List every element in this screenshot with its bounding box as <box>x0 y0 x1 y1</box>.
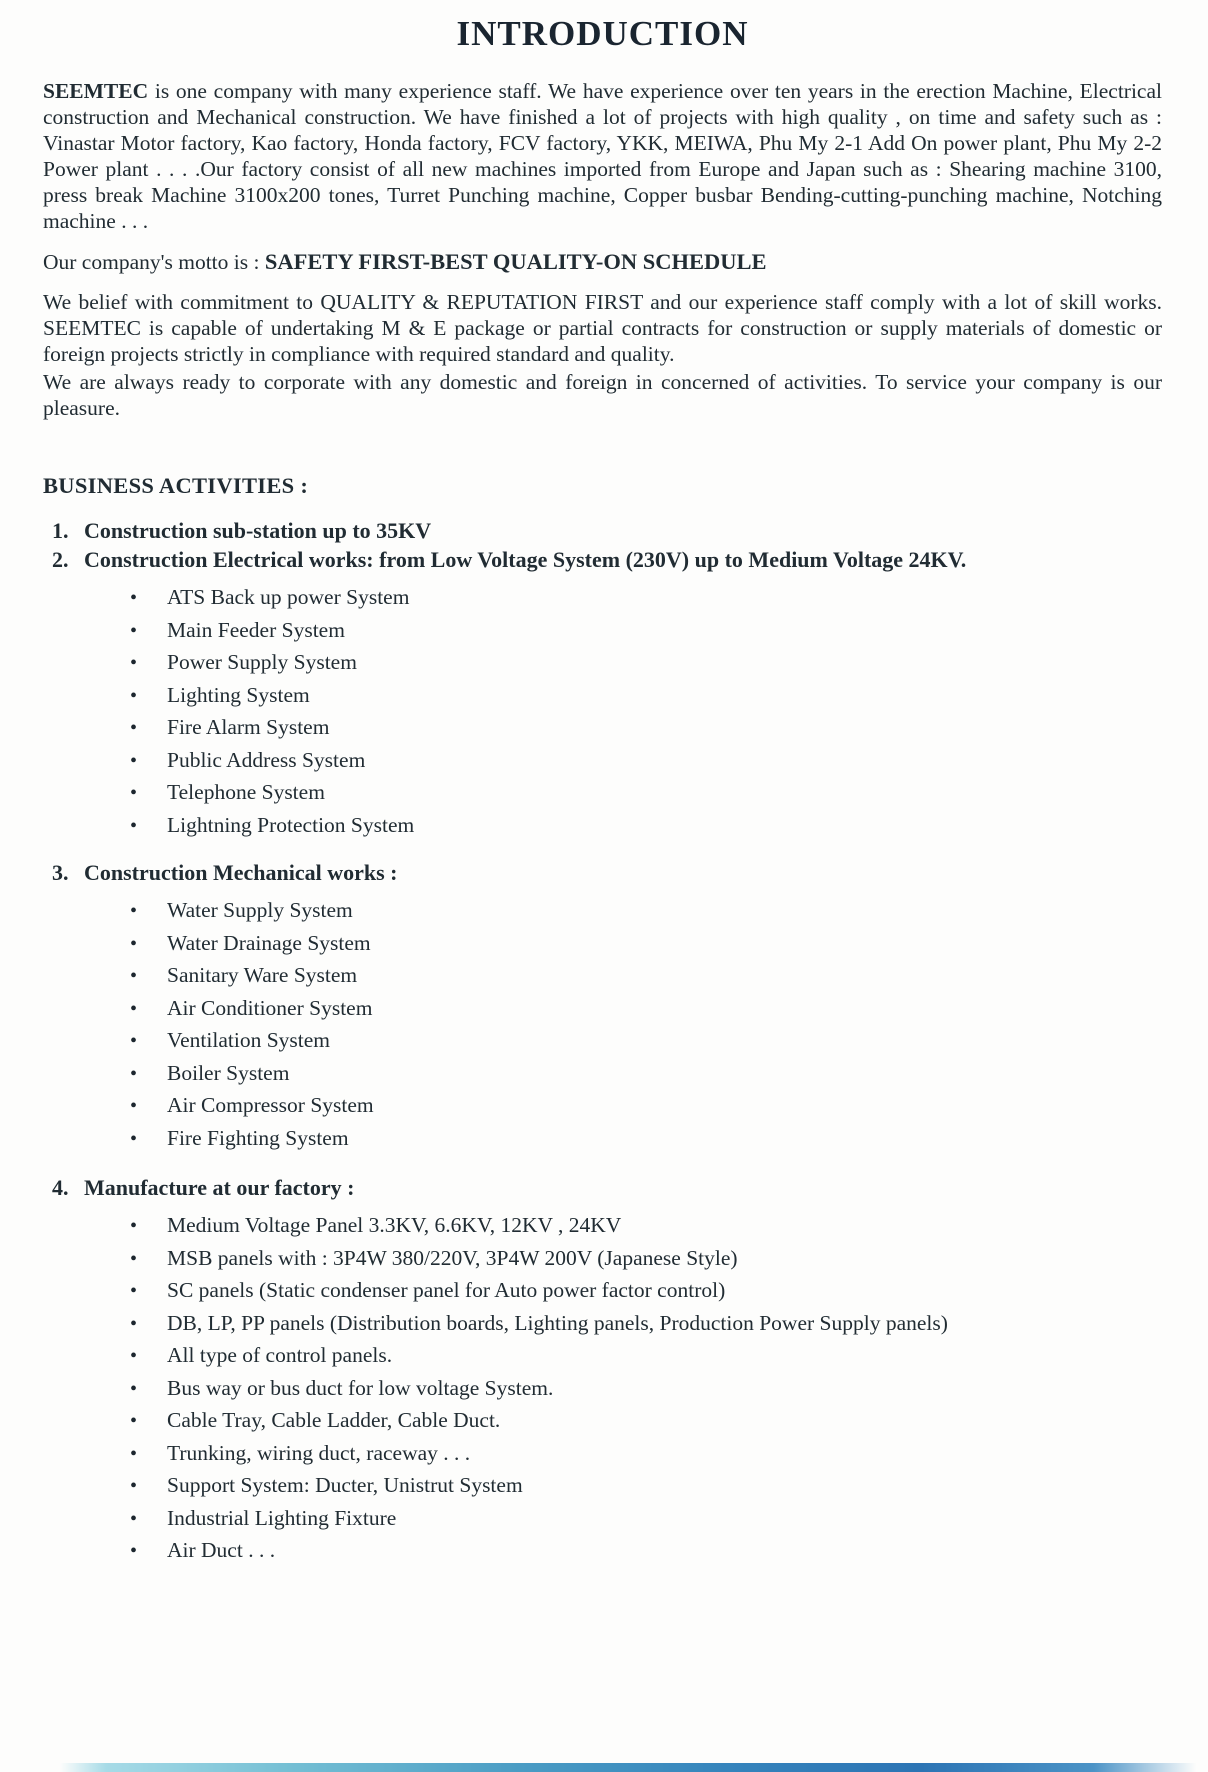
bullet-list-item <box>130 814 1162 838</box>
bullet-icon: • <box>130 619 138 642</box>
bullet-label: Ventilation System <box>167 1028 331 1052</box>
bullet-icon: • <box>130 1540 138 1562</box>
activity-label: Construction Mechanical works : <box>84 860 398 885</box>
bullet-list-item <box>130 684 1162 708</box>
bullet-label: Bus way or bus duct for low voltage System. <box>167 1375 554 1400</box>
bullet-label: All type of control panels. <box>167 1343 393 1367</box>
bullet-icon: • <box>130 1410 138 1432</box>
bullet-list-item <box>130 1409 1162 1433</box>
bullet-label: Industrial Lighting Fixture <box>167 1505 397 1530</box>
bullet-list-item <box>130 899 1162 923</box>
bullet-list-item <box>130 1094 1162 1118</box>
bullet-icon: • <box>130 1377 138 1400</box>
bullet-icon: • <box>130 652 138 674</box>
bullet-list-item <box>130 1377 1162 1401</box>
bullet-list-item <box>130 1344 1162 1368</box>
bullet-label: Cable Tray, Cable Ladder, Cable Duct. <box>167 1408 501 1432</box>
page-title: INTRODUCTION <box>456 14 749 53</box>
bullet-label: Boiler System <box>167 1060 290 1085</box>
bullet-label: Fire Fighting System <box>167 1125 349 1150</box>
commitment-paragraph: We belief with commitment to QUALITY & REPUTATION FIRST and our experience staff comply with a lot of skill works. SEEMTEC is capable of undertaking M & E package or partial contracts for construction or supply materials of domestic or foreign projects strictly in compliance with required standard and quality. <box>43 290 1162 366</box>
bullet-label: Telephone System <box>167 780 325 804</box>
activity-item-2 <box>43 546 1162 574</box>
bullet-icon: • <box>130 1030 138 1052</box>
bullet-list-item <box>130 1062 1162 1086</box>
bullet-icon: • <box>130 1095 138 1117</box>
intro-paragraph-text: is one company with many experience staff. We have experience over ten years in the erection Machine, Electrical construction and Mechanical construction. We have finished a lot of projects with high quality , on time and safety such as : Vinastar Motor factory, Kao factory, Honda factory, FCV factory, YKK, MEIWA, Phu My 2-1 Add On power plant, Phu My 2-2 Power plant . . . .Our factory consist of all new machines imported from Europe and Japan such as : Shearing machine 3100, press break Machine 3100x200 tones, Turret Punching machine, Copper busbar Bending-cutting-punching machine, Notching machine . . . <box>43 79 1162 233</box>
cooperation-paragraph: We are always ready to corporate with any domestic and foreign in concerned of activities. To service your company is our pleasure. <box>43 370 1162 420</box>
bullet-icon: • <box>130 587 138 609</box>
bullet-icon: • <box>130 1062 138 1085</box>
bullet-icon: • <box>130 1442 138 1465</box>
bullet-icon: • <box>130 932 138 955</box>
bullet-icon: • <box>130 1345 138 1367</box>
activity-label: Construction Electrical works: from Low Voltage System (230V) up to Medium Voltage 24KV. <box>84 547 967 572</box>
bullet-label: Medium Voltage Panel 3.3KV, 6.6KV, 12KV , 24KV <box>167 1213 622 1237</box>
bullet-label: Water Drainage System <box>167 930 371 955</box>
bullet-icon: • <box>130 814 138 837</box>
bullet-list-electrical <box>43 586 1162 837</box>
bullet-label: Fire Alarm System <box>167 715 330 739</box>
bullet-label: Lighting System <box>167 682 310 707</box>
bullet-icon: • <box>130 782 138 804</box>
bullet-icon: • <box>130 1475 138 1497</box>
bullet-label: Power Supply System <box>167 650 357 674</box>
bullet-list-item <box>130 1312 1162 1336</box>
motto-line <box>43 249 1162 275</box>
bullet-icon: • <box>130 749 138 772</box>
bullet-label: Air Conditioner System <box>167 995 373 1020</box>
bullet-list-item <box>130 586 1162 610</box>
bullet-label: Sanitary Ware System <box>167 963 358 987</box>
bullet-icon: • <box>130 1247 138 1270</box>
bullet-label: SC panels (Static condenser panel for Auto power factor control) <box>167 1278 726 1302</box>
bullet-label: Public Address System <box>167 747 366 772</box>
bullet-list-item <box>130 997 1162 1021</box>
business-activities-heading: BUSINESS ACTIVITIES : <box>43 473 309 498</box>
intro-paragraph <box>43 78 1162 234</box>
motto-prefix: Our company's motto is : <box>43 250 265 274</box>
bullet-list-item <box>130 1214 1162 1238</box>
bullet-icon: • <box>130 717 138 739</box>
bullet-icon: • <box>130 965 138 987</box>
activity-number: 1. <box>52 518 69 543</box>
bullet-list-factory <box>43 1214 1162 1563</box>
bullet-list-item <box>130 1507 1162 1531</box>
bullet-label: Water Supply System <box>167 898 353 922</box>
activity-label: Manufacture at our factory : <box>84 1175 355 1200</box>
bullet-list-item <box>130 749 1162 773</box>
bullet-label: Lightning Protection System <box>167 812 415 837</box>
bullet-label: Trunking, wiring duct, raceway . . . <box>167 1440 471 1465</box>
activity-item-3 <box>43 859 1162 887</box>
bullet-label: DB, LP, PP panels (Distribution boards, Lighting panels, Production Power Supply panels) <box>167 1310 948 1335</box>
business-activities-list <box>43 517 1162 1563</box>
bullet-list-item <box>130 1127 1162 1151</box>
bullet-label: Main Feeder System <box>167 617 345 642</box>
bullet-list-item <box>130 1442 1162 1466</box>
bullet-icon: • <box>130 900 138 922</box>
bullet-icon: • <box>130 1507 138 1530</box>
bullet-label: Air Duct . . . <box>167 1538 276 1562</box>
bullet-icon: • <box>130 1312 138 1335</box>
bullet-label: ATS Back up power System <box>167 585 410 609</box>
bullet-list-item <box>130 964 1162 988</box>
bullet-icon: • <box>130 1215 138 1237</box>
bullet-label: Air Compressor System <box>167 1093 374 1117</box>
bullet-list-item <box>130 1247 1162 1271</box>
company-name: SEEMTEC <box>43 79 149 103</box>
bullet-list-item <box>130 1474 1162 1498</box>
scan-edge-artifact <box>60 1763 1208 1772</box>
bullet-list-item <box>130 781 1162 805</box>
activity-label: Construction sub-station up to 35KV <box>84 518 432 543</box>
bullet-list-mechanical <box>43 899 1162 1150</box>
bullet-list-item <box>130 716 1162 740</box>
bullet-list-item <box>130 932 1162 956</box>
bullet-list-item <box>130 1279 1162 1303</box>
bullet-list-item <box>130 651 1162 675</box>
bullet-list-item <box>130 1539 1162 1563</box>
activity-number: 3. <box>52 860 69 885</box>
bullet-list-item <box>130 619 1162 643</box>
activity-number: 4. <box>52 1175 69 1200</box>
bullet-icon: • <box>130 1280 138 1302</box>
activity-item-4 <box>43 1174 1162 1202</box>
activity-number: 2. <box>52 547 69 572</box>
bullet-list-item <box>130 1029 1162 1053</box>
motto-text: SAFETY FIRST-BEST QUALITY-ON SCHEDULE <box>264 249 767 274</box>
activity-item-1 <box>43 517 1162 545</box>
bullet-label: Support System: Ducter, Unistrut System <box>167 1473 523 1497</box>
bullet-icon: • <box>130 1127 138 1150</box>
bullet-label: MSB panels with : 3P4W 380/220V, 3P4W 200V (Japanese Style) <box>167 1245 738 1270</box>
bullet-icon: • <box>130 997 138 1020</box>
bullet-icon: • <box>130 684 138 707</box>
